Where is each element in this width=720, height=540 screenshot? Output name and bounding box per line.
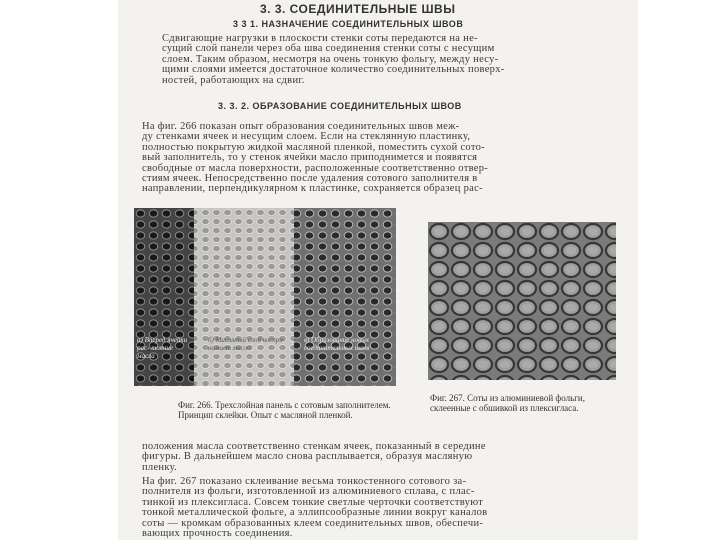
paragraph-3 [142, 442, 486, 473]
paragraph-3-line: положения масла соответственно стенкам ячеек, показанный в середине [142, 441, 486, 452]
paragraph-2 [142, 122, 488, 195]
paragraph-2-line: ду стенками ячеек и несущим слоем. Если на стеклянную пластинку, [142, 131, 471, 143]
paragraph-2-line: направлении, перпендикулярном к пластинке, сохраняется образец рас- [142, 183, 483, 195]
paragraph-4-line: тинкой из плексигласа. Совсем тонкие светлые черточки соответствуют [142, 496, 484, 508]
scanned-page [118, 0, 638, 540]
paragraph-4-line: На фиг. 267 показано склеивание весьма тонкостенного сотового за- [142, 476, 467, 487]
paragraph-4-line: тонкой металлической фольге, а эллипсообразные линии вокруг каналов [142, 507, 488, 519]
section-title: 3. 3. СОЕДИНИТЕЛЬНЫЕ ШВЫ [260, 2, 456, 16]
figure-266-sublabel-a: а) Вперед ячейки рас- тояние масла [137, 336, 188, 360]
subsection1-title: 3 3 1. НАЗНАЧЕНИЕ СОЕДИНИТЕЛЬНЫХ ШВОВ [233, 19, 464, 29]
subsection2-title: 3. 3. 2. ОБРАЗОВАНИЕ СОЕДИНИТЕЛЬНЫХ ШВОВ [218, 101, 462, 111]
paragraph-1-line: Сдвигающие нагрузки в плоскости стенки соты передаются на не- [162, 33, 478, 44]
paragraph-2-line: стиям ячеек. Непосредственно после удаления сотового заполнителя в [142, 172, 478, 184]
figure-267-photo [428, 222, 616, 380]
paragraph-2-line: вый заполнитель, то у стенок ячейки масло приподнимется и появятся [142, 152, 478, 164]
paragraph-1 [162, 34, 505, 86]
paragraph-1-line: ностей, работающих на сдвиг. [162, 74, 305, 86]
figure-266-sublabel-c: в) Образование новых соединительных швов [304, 336, 370, 352]
paragraph-3-line: пленку. [142, 461, 178, 473]
figure-266-sublabel-b: б) Масляный слой воспри- нимает масло [208, 336, 286, 352]
paragraph-1-line: слоем. Таким образом, несмотря на очень тонкую фольгу, между несу- [162, 53, 499, 65]
paragraph-4-line: соты — кромкам образованных клеем соединительных швов, обеспечи- [142, 517, 484, 529]
paragraph-3-line: фигуры. В дальнейшем масло снова расплывается, образуя масляную [142, 451, 473, 463]
paragraph-1-line: сущий слой панели через оба шва соединения стенки соты с несущим [162, 43, 495, 55]
paragraph-4-line: вающих прочность соединения. [142, 527, 293, 539]
paragraph-2-line: На фиг. 266 показан опыт образования соединительных швов меж- [142, 121, 460, 132]
paragraph-4 [142, 477, 487, 539]
paragraph-4-line: полнителя из фольги, изготовленной из алюминиевого сплава, с плас- [142, 486, 475, 498]
paragraph-2-line: полностью покрытую жидкой масляной пленкой, поместить сухой сото- [142, 141, 485, 153]
paragraph-2-line: свободные от масла поверхности, расположенные соответственно отвер- [142, 162, 489, 174]
figure-266-caption: Фиг. 266. Трехслойная панель с сотовым заполнителем. Принцип склейки. Опыт с масляной пленкой. [178, 400, 391, 420]
figure-266-photo [134, 208, 396, 386]
paragraph-1-line: щими слоями имеется достаточное количество соединительных поверх- [162, 64, 505, 76]
figure-267-caption: Фиг. 267. Соты из алюминиевой фольги, склеенные с обшивкой из плексигласа. [430, 393, 585, 413]
